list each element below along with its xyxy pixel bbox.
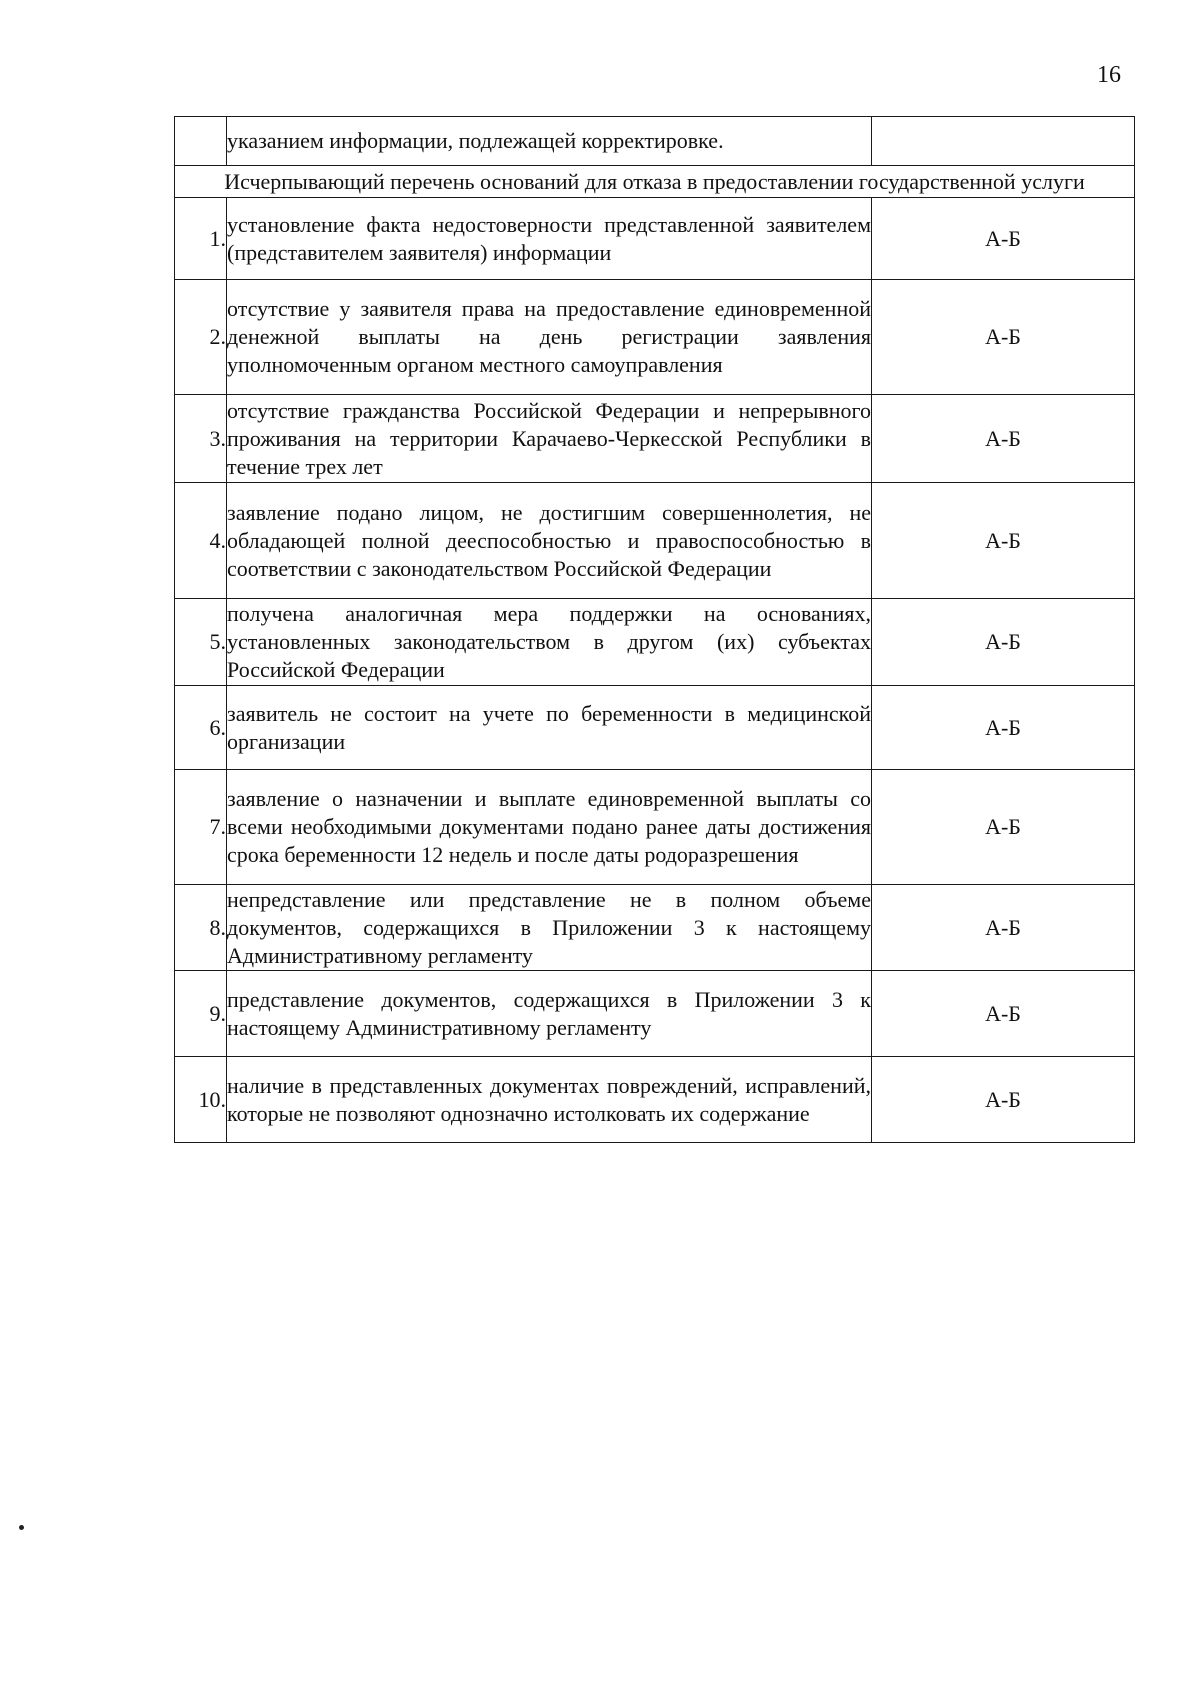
table-row — [175, 483, 1135, 599]
row-text: наличие в представленных документах повреждений, исправлений, которые не позволяют однозначно истолковать их содержание — [227, 1057, 872, 1143]
row-text: установление факта недостоверности представленной заявителем (представителем заявителя) информации — [227, 198, 872, 280]
row-code: А-Б — [872, 280, 1135, 395]
row-text: заявление подано лицом, не достигшим совершеннолетия, не обладающей полной дееспособностью и правоспособностью в соответствии с законодательством Российской Федерации — [227, 483, 872, 599]
row-text: представление документов, содержащихся в Приложении 3 к настоящему Административному регламенту — [227, 971, 872, 1057]
table-row — [175, 1057, 1135, 1143]
table-row — [175, 770, 1135, 885]
scan-dot-mark — [19, 1525, 24, 1530]
table-row — [175, 885, 1135, 971]
row-number: 7. — [175, 770, 227, 885]
row-text: отсутствие гражданства Российской Федерации и непрерывного проживания на территории Карачаево-Черкесской Республики в течение трех лет — [227, 395, 872, 483]
row-text: непредставление или представление не в полном объеме документов, содержащихся в Приложении 3 к настоящему Административному регламенту — [227, 885, 872, 971]
row-code: А-Б — [872, 1057, 1135, 1143]
row-number: 5. — [175, 599, 227, 686]
row-text-cell: указанием информации, подлежащей корректировке. — [227, 117, 872, 166]
row-number: 8. — [175, 885, 227, 971]
row-text: отсутствие у заявителя права на предоставление единовременной денежной выплаты на день регистрации заявления уполномоченным органом местного самоуправления — [227, 280, 872, 395]
row-code: А-Б — [872, 198, 1135, 280]
section-header-row — [175, 166, 1135, 198]
table-row — [175, 971, 1135, 1057]
row-number: 4. — [175, 483, 227, 599]
row-text: заявитель не состоит на учете по беременности в медицинской организации — [227, 686, 872, 770]
row-code: А-Б — [872, 483, 1135, 599]
table-row — [175, 198, 1135, 280]
table-row — [175, 599, 1135, 686]
table-row — [175, 280, 1135, 395]
row-code: А-Б — [872, 971, 1135, 1057]
row-number: 6. — [175, 686, 227, 770]
page-number: 16 — [1097, 62, 1121, 88]
row-code: А-Б — [872, 395, 1135, 483]
row-number: 9. — [175, 971, 227, 1057]
row-number: 2. — [175, 280, 227, 395]
row-text: заявление о назначении и выплате единовременной выплаты со всеми необходимыми документами подано ранее даты достижения срока беременности 12 недель и после даты родоразрешения — [227, 770, 872, 885]
table-row — [175, 395, 1135, 483]
row-code-cell — [872, 117, 1135, 166]
grounds-table — [174, 116, 1135, 1143]
table-row-continuation — [175, 117, 1135, 166]
row-code: А-Б — [872, 599, 1135, 686]
row-number: 3. — [175, 395, 227, 483]
row-code: А-Б — [872, 770, 1135, 885]
row-number: 10. — [175, 1057, 227, 1143]
row-number-cell — [175, 117, 227, 166]
row-number: 1. — [175, 198, 227, 280]
table-row — [175, 686, 1135, 770]
section-header: Исчерпывающий перечень оснований для отказа в предоставлении государственной услуги — [175, 166, 1135, 198]
row-code: А-Б — [872, 885, 1135, 971]
row-text: получена аналогичная мера поддержки на основаниях, установленных законодательством в другом (их) субъектах Российской Федерации — [227, 599, 872, 686]
row-code: А-Б — [872, 686, 1135, 770]
